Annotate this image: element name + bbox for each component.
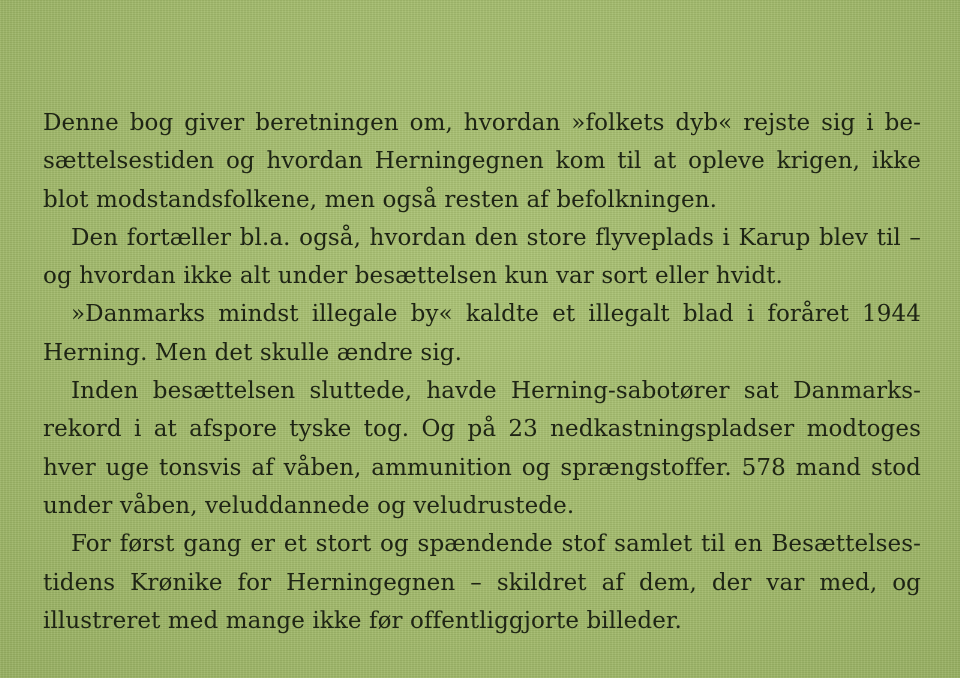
text-line: Den fortæller bl.a. også, hvordan den store flyveplads i Karup blev til – <box>71 224 921 251</box>
cover-blurb <box>43 104 921 640</box>
text-line: rekord i at afspore tyske tog. Og på 23 nedkastningspladser modtoges <box>43 416 921 443</box>
text-line: under våben, veluddannede og veludrustede. <box>43 492 575 519</box>
text-line: illustreret med mange ikke før offentliggjorte billeder. <box>43 607 682 634</box>
text-line: blot modstandsfolkene, men også resten af befolkningen. <box>43 186 718 213</box>
text-line: Denne bog giver beretningen om, hvordan »folkets dyb« rejste sig i be- <box>43 110 921 136</box>
text-line: Herning. Men det skulle ændre sig. <box>43 339 463 366</box>
text-line: tidens Krønike for Herningegnen – skildret af dem, der var med, og <box>43 569 921 596</box>
text-line: Inden besættelsen sluttede, havde Herning-sabotører sat Danmarks- <box>71 378 921 405</box>
text-line: For først gang er et stort og spændende stof samlet til en Besættelses- <box>71 531 921 558</box>
text-line: sættelsestiden og hvordan Herningegnen kom til at opleve krigen, ikke <box>43 148 921 175</box>
text-line: »Danmarks mindst illegale by« kaldte et illegalt blad i foråret 1944 <box>71 301 921 328</box>
text-line: og hvordan ikke alt under besættelsen kun var sort eller hvidt. <box>43 263 783 290</box>
text-line: hver uge tonsvis af våben, ammunition og sprængstoffer. 578 mand stod <box>43 454 921 481</box>
